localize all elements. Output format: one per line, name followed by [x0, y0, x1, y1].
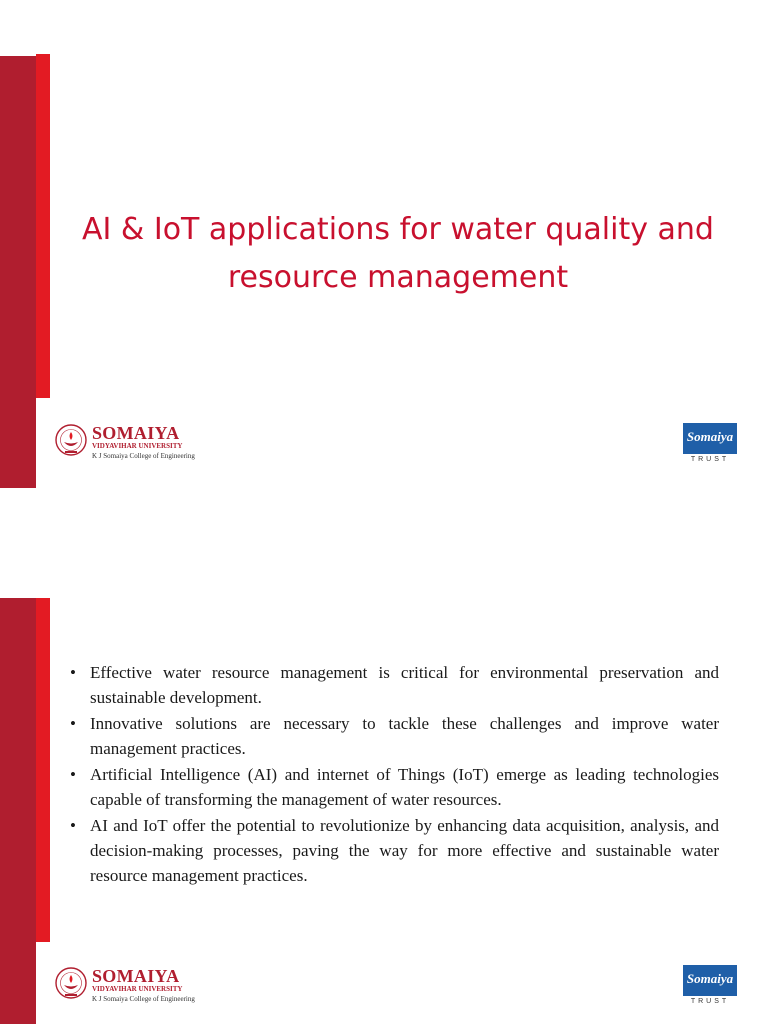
- somaiya-emblem-icon: [54, 964, 88, 1004]
- logo-university-name: SOMAIYA: [92, 423, 180, 443]
- bullet-text: Innovative solutions are necessary to tackle these challenges and improve water management practices.: [90, 714, 719, 758]
- somaiya-trust-logo: [683, 965, 737, 1007]
- bullet-marker: •: [70, 714, 76, 733]
- bullet-item: [64, 762, 719, 812]
- logo-college-name: K J Somaiya College of Engineering: [92, 995, 195, 1003]
- somaiya-trust-logo: [683, 423, 737, 465]
- bullet-marker: •: [70, 765, 76, 784]
- bullet-item: [64, 660, 719, 710]
- logo-university-subtitle: VIDYAVIHAR UNIVERSITY: [92, 985, 183, 993]
- somaiya-emblem-icon: [54, 421, 88, 461]
- somaiya-university-logo: [54, 964, 216, 1008]
- bullet-text: AI and IoT offer the potential to revolutionize by enhancing data acquisition, analysis, and decision-making processes, paving the way for more effective and sustainable water resource management practices.: [90, 816, 719, 885]
- accent-bar-bright: [36, 54, 50, 398]
- bullet-marker: •: [70, 663, 76, 682]
- title-slide: [0, 0, 768, 498]
- bullet-list: [64, 660, 719, 889]
- accent-bar-dark: [0, 598, 36, 1024]
- slide-title: AI & IoT applications for water quality and resource management: [82, 212, 714, 295]
- trust-logo-script: Somaiya: [686, 971, 734, 986]
- accent-bar-dark: [0, 56, 36, 488]
- trust-logo-label: TRUST: [690, 456, 730, 463]
- trust-logo-label: TRUST: [690, 998, 730, 1005]
- logo-college-name: K J Somaiya College of Engineering: [92, 452, 195, 460]
- trust-logo-script: Somaiya: [686, 429, 734, 444]
- logo-university-name: SOMAIYA: [92, 966, 180, 986]
- trust-logo-box: [683, 965, 737, 996]
- bullet-item: [64, 711, 719, 761]
- bullet-text: Artificial Intelligence (AI) and internet of Things (IoT) emerge as leading technologies capable of transforming the management of water resources.: [90, 765, 719, 809]
- accent-bar-bright: [36, 598, 50, 942]
- somaiya-university-logo: [54, 421, 216, 465]
- trust-logo-box: [683, 423, 737, 454]
- content-slide: [0, 598, 768, 1024]
- bullet-item: [64, 813, 719, 888]
- bullet-text: Effective water resource management is critical for environmental preservation and sustainable development.: [90, 663, 719, 707]
- bullet-marker: •: [70, 816, 76, 835]
- logo-university-subtitle: VIDYAVIHAR UNIVERSITY: [92, 442, 183, 450]
